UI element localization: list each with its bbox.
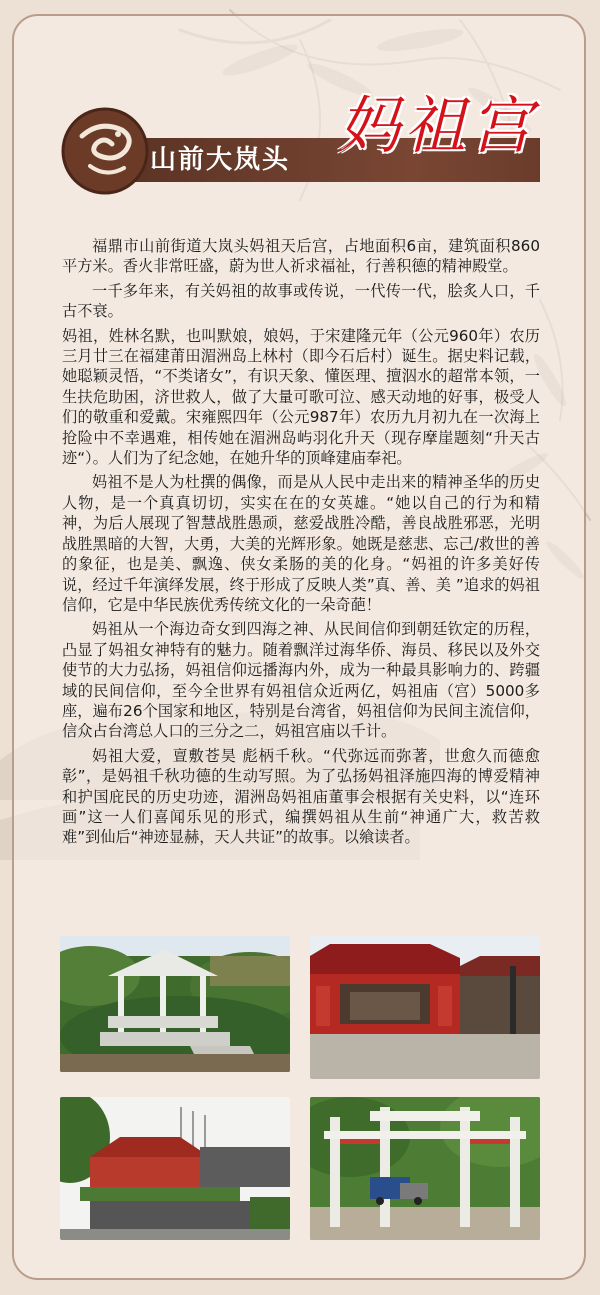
article-paragraph: 妈祖从一个海边奇女到四海之神、从民间信仰到朝廷钦定的历程，凸显了妈祖女神特有的魅力。随着飘洋过海华侨、海员、移民以及外交使节的大力弘扬，妈祖信仰远播海内外，成为一种最具影响力的、跨疆域的民间信仰，至今全世界有妈祖信众近两亿，妈祖庙（宫）5000多座，遍布26个国家和地区，特别是台湾省，妈祖信仰为民间主流信仰，信众占台湾总人口的三分之二，妈祖宫庙以千计。 [62, 620, 540, 741]
temple-courtyard-photo [60, 1097, 290, 1240]
article-paragraph: 福鼎市山前街道大岚头妈祖天后宫，占地面积6亩，建筑面积860平方米。香火非常旺盛，蔚为世人祈求福祉，行善积德的精神殿堂。 [62, 237, 540, 276]
temple-front-photo [310, 936, 540, 1079]
article-paragraph: 妈祖，姓林名默，也叫默娘，娘妈，于宋建隆元年（公元960年）农历三月廿三在福建莆田湄洲岛上林村（即今石后村）诞生。据史料记载，她聪颖灵悟，“不类诸女”，有识天象、懂医理、擅泅水的超常本领，一生扶危助困，济世救人，做了大量可歌可泣、感天动地的好事，极受人们的敬重和爱戴。宋雍熙四年（公元987年）农历九月初九在一次海上抢险中不幸遇难，相传她在湄洲岛屿羽化升天（现存摩崖题刻“升天古迹“）。人们为了纪念她，在她升华的顶峰建庙奉祀。 [62, 326, 540, 468]
article-paragraph: 妈祖大爱，亶敷苍昊 彪柄千秋。“代弥远而弥著，世愈久而德愈彰”，是妈祖千秋功德的生动写照。为了弘扬妈祖泽施四海的博爱精神和护国庇民的历史功迹，湄洲岛妈祖庙董事会根据有关史料，以“连环画”这一人们喜闻乐见的形式，编撰妈祖从生前“神通广大，救苦救难”到仙后“神迹显赫，天人共证”的故事。以飨读者。 [62, 746, 540, 847]
article-paragraph: 妈祖不是人为杜撰的偶像，而是从人民中走出来的精神圣华的历史人物，是一个真真切切，实实在在的女英雄。“她以自己的行为和精神，为后人展现了智慧战胜愚顽，慈爱战胜冷酷，善良战胜邪恶，光明战胜黑暗的大智，大勇，大美的光辉形象。她既是慈悲、忘己/救世的善的象征，也是美、飘逸、侠女柔肠的美的化身。“妈祖的许多美好传说，经过千年演绎发展，终于形成了反映人类”真、善、美 ”追求的妈祖信仰，它是中华民族优秀传统文化的一朵奇葩！ [62, 473, 540, 614]
header-subtitle: 山前大岚头 [150, 145, 291, 175]
dragon-emblem-icon [60, 106, 150, 196]
stone-archway-photo [310, 1097, 540, 1240]
article-paragraph: 一千多年来，有关妈祖的故事或传说，一代传一代，脍炙人口，千古不衰。 [62, 281, 540, 321]
pavilion-photo [60, 936, 290, 1072]
article-body [62, 236, 540, 852]
header-title: 妈祖宫 [338, 89, 537, 162]
